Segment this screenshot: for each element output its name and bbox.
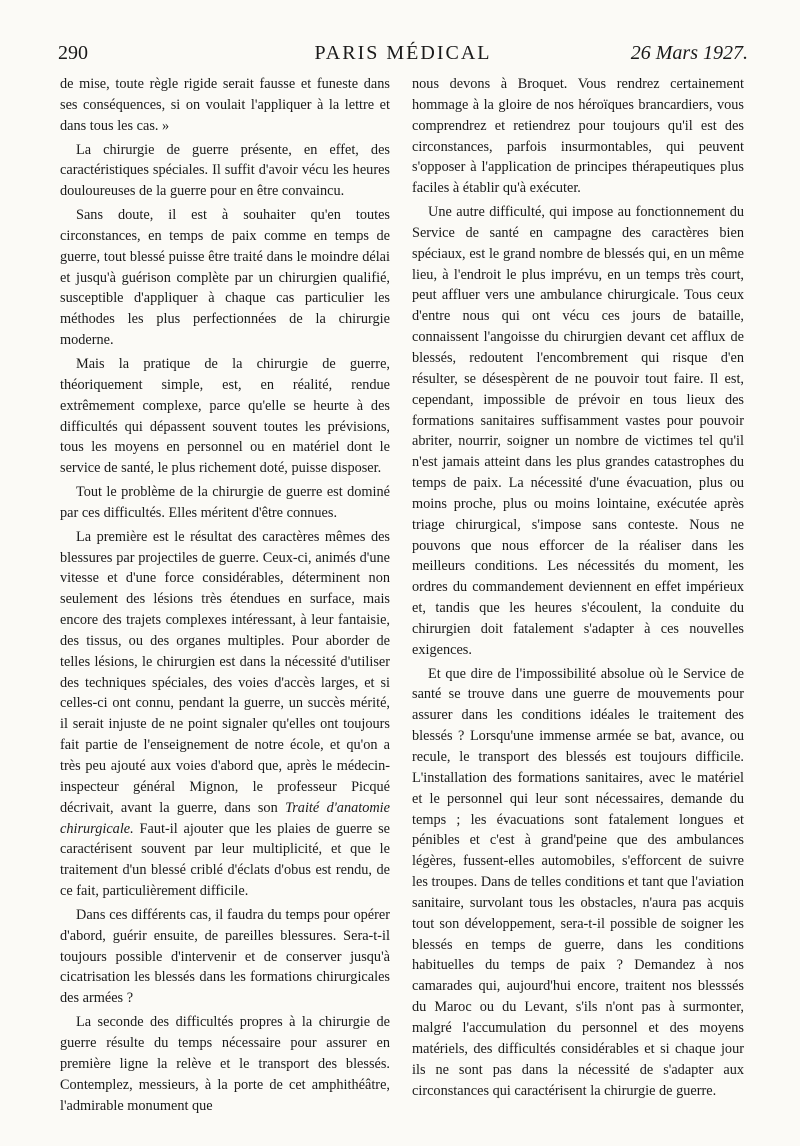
right-column (412, 74, 744, 1101)
paragraph: de mise, toute règle rigide serait fausse et funeste dans ses conséquences, si on voulait l'appliquer à la lettre et dans tous les cas. » (60, 76, 390, 134)
paragraph-text: Faut-il ajouter que les plaies de guerre se caractérisent souvent par leur multiplicité, et que le traitement d'un blessé criblé d'éclats d'obus est rendu, de ce fait, particulièrement difficile. (60, 820, 390, 900)
paragraph (60, 527, 390, 902)
page-number: 290 (58, 42, 88, 64)
paragraph: Tout le problème de la chirurgie de guerre est dominé par ces difficultés. Elles méritent d'être connues. (60, 484, 390, 521)
paragraph-text: La première est le résultat des caractères mêmes des blessures par projectiles de guerre. Ceux-ci, animés d'une vitesse et d'une force considérables, déterminent non seulement des lésions très étendues en surface, mais encore des trajets complexes intéressant, à leur fantaisie, des tissus, ou des organes multiples. Pour aborder de telles lésions, le chirurgien est dans la nécessité d'utiliser des techniques spéciales, des voies d'accès larges, et si celles-ci ont connu, pendant la guerre, un succès mérité, il serait injuste de ne point signaler qu'elles ont toujours fait partie de l'enseignement de notre école, et qu'on a très peu ajouté aux voies d'abord que, après le médecin-inspecteur général Mignon, le professeur Picqué décrivait, avant la guerre, dans son (60, 528, 390, 816)
left-column (60, 74, 390, 1116)
paragraph: La seconde des difficultés propres à la chirurgie de guerre résulte du temps nécessaire pour assurer en première ligne la relève et le transport des blessés. Contemplez, messieurs, à la porte de cet amphithéâtre, l'admirable monument que (60, 1014, 390, 1114)
paragraph: Mais la pratique de la chirurgie de guerre, théoriquement simple, est, en réalité, rendue extrêmement complexe, parce qu'elle se heurte à des difficultés qui dépassent souvent toutes les prévisions, tous les moyens en personnel ou en matériel dont le service de santé, le plus richement doté, puisse disposer. (60, 355, 390, 477)
journal-title: PARIS MÉDICAL (314, 42, 492, 64)
paragraph: La chirurgie de guerre présente, en effet, des caractéristiques spéciales. Il suffit d'avoir vécu les heures douloureuses de la guerre pour en être convaincu. (60, 141, 390, 200)
paragraph: Une autre difficulté, qui impose au fonctionnement du Service de santé en campagne des caractères bien spéciaux, est le grand nombre de blessés qui, en un même lieu, à l'endroit le plus imprévu, en un temps très court, peut affluer vers une ambulance chirurgicale. Tous ceux d'entre nous qui ont vécu ces jours de bataille, connaissent l'angoisse du chirurgien devant cet afflux de blessés, redoutent l'encombrement qui risque d'en résulter, se désespèrent de ne pouvoir tout faire. Il est, cependant, impossible de prévoir en tous lieux des formations sanitaires suffisamment vastes pour pouvoir abriter, nourrir, soigner un nombre de victimes tel qu'il n'est jamais atteint dans les plus grandes catastrophes du temps de paix. La nécessité d'une évacuation, plus ou moins proche, plus ou moins lointaine, exécutée après triage chirurgical, s'impose sans conteste. Nous ne pouvons que nous efforcer de la réaliser dans les meilleurs conditions. Les nécessités du moment, les ordres du commandement deviennent en effet impérieux et, tandis que les heures s'écoulent, la conduite du chirurgien doit fatalement s'adapter à ces nouvelles exigences. (412, 204, 744, 658)
paragraph: nous devons à Broquet. Vous rendrez certainement hommage à la gloire de nos héroïques brancardiers, vous comprendrez et retiendrez pour toujours qu'il est des circonstances, parfois insurmontables, qui peuvent s'opposer à l'application de principes thérapeutiques plus faciles à établir qu'à exécuter. (412, 76, 744, 197)
paragraph: Et que dire de l'impossibilité absolue où le Service de santé se trouve dans une guerre de mouvements pour assurer dans les conditions idéales le traitement des blessés ? Lorsqu'une immense armée se bat, avance, ou recule, le transport des blessés est toujours difficile. L'installation des formations sanitaires, avec le matériel et le personnel qui leur sont nécessaires, demande du temps ; les évacuations sont fatalement longues et pénibles et c'est à grand'peine que des ambulances légères, fussent-elles automobiles, s'efforcent de suivre les troupes. Dans de telles conditions et tant que l'aviation sanitaire, survolant tous les obstacles, n'aura pas acquis tout son développement, sera-t-il possible de soigner les blessés en temps de guerre, dans les conditions habituelles du temps de paix ? Demandez à nos camarades qui, aujourd'hui encore, traitent nos blesssés du Maroc ou du Levant, s'ils n'ont pas à surmonter, malgré l'accumulation du personnel et des moyens matériels, des difficultés considérables et si chaque jour ils ne sont pas dans la nécessité de s'adapter aux circonstances qui caractérisent la chirurgie de guerre. (412, 665, 744, 1099)
page-header (58, 42, 748, 72)
paragraph: Dans ces différents cas, il faudra du temps pour opérer d'abord, guérir ensuite, de pareilles blessures. Sera-t-il toujours possible d'intervenir et de conserver jusqu'à cicatrisation les blessés dans les formations chirurgicales des armées ? (60, 906, 390, 1007)
issue-date: 26 Mars 1927. (630, 42, 748, 64)
paragraph: Sans doute, il est à souhaiter qu'en toutes circonstances, en temps de paix comme en temps de guerre, tout blessé puisse être traité dans le moindre délai et jusqu'à guérison complète par un chirurgien qualifié, susceptible d'appliquer à chaque cas particulier les méthodes les plus perfectionnées de la chirurgie moderne. (60, 207, 390, 349)
book-title: Traité d'anatomie chirurgicale. (60, 799, 390, 837)
